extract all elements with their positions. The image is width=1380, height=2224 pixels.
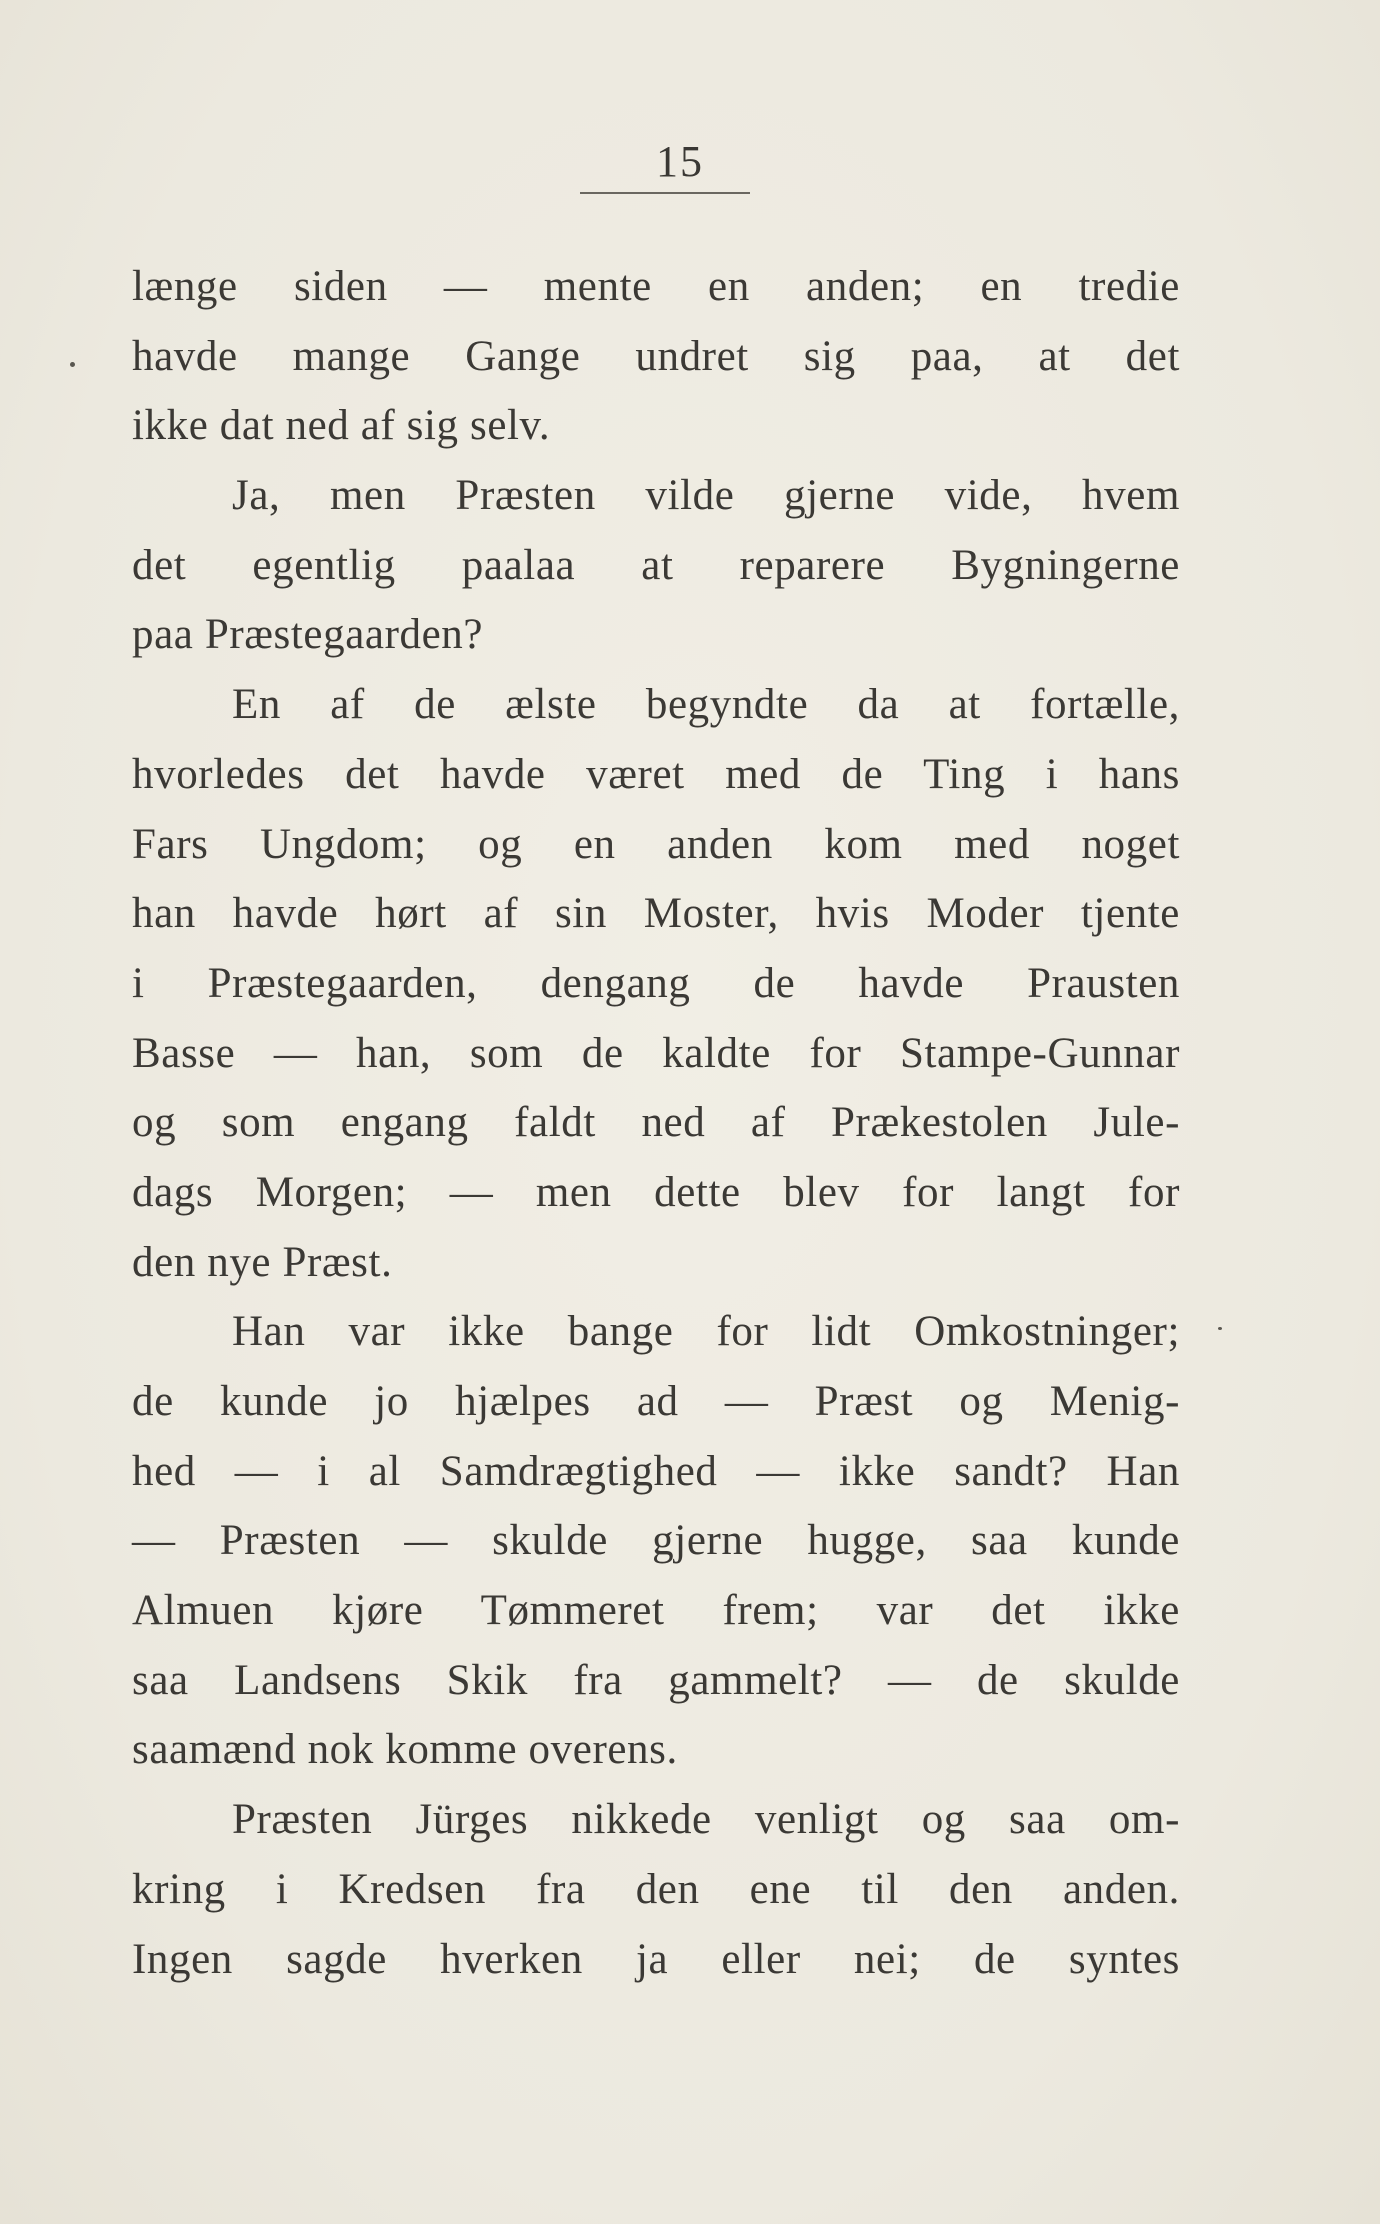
margin-speck <box>70 362 75 367</box>
text-line: dags Morgen; — men dette blev for langt for <box>132 1168 1180 1216</box>
text-line: saa Landsens Skik fra gammelt? — de skulde <box>132 1656 1180 1704</box>
text-line: Almuen kjøre Tømmeret frem; var det ikke <box>132 1587 1180 1635</box>
text-line: kring i Kredsen fra den ene til den anden. <box>132 1865 1180 1913</box>
text-line: Ja, men Præsten vilde gjerne vide, hvem <box>232 472 1180 520</box>
text-line: i Præstegaarden, dengang de havde Prausten <box>132 959 1180 1007</box>
text-line: Præsten Jürges nikkede venligt og saa om- <box>232 1796 1180 1844</box>
text-line: paa Præstegaarden? <box>132 611 484 659</box>
text-line: han havde hørt af sin Moster, hvis Moder tjente <box>132 890 1180 938</box>
text-line: ikke dat ned af sig selv. <box>132 402 551 450</box>
header-rule <box>580 192 750 194</box>
text-line: længe siden — mente en anden; en tredie <box>132 263 1180 310</box>
text-line: — Præsten — skulde gjerne hugge, saa kunde <box>132 1517 1180 1565</box>
text-line: og som engang faldt ned af Prækestolen Jule- <box>132 1099 1180 1147</box>
margin-speck <box>1218 1327 1222 1330</box>
text-line: Basse — han, som de kaldte for Stampe-Gunnar <box>132 1029 1180 1077</box>
text-line: En af de ælste begyndte da at fortælle, <box>232 681 1180 729</box>
text-line: Han var ikke bange for lidt Omkostninger; <box>232 1308 1180 1356</box>
text-line: hed — i al Samdrægtighed — ikke sandt? Han <box>132 1447 1180 1495</box>
text-line: havde mange Gange undret sig paa, at det <box>132 332 1180 380</box>
text-line: Ingen sagde hverken ja eller nei; de syntes <box>132 1935 1180 1983</box>
text-line: saamænd nok komme overens. <box>132 1726 678 1774</box>
body-text <box>132 252 1180 1994</box>
text-line: de kunde jo hjælpes ad — Præst og Menig- <box>132 1378 1180 1425</box>
text-line: den nye Præst. <box>132 1238 393 1286</box>
text-line: Fars Ungdom; og en anden kom med noget <box>132 820 1180 868</box>
page-header <box>580 137 750 194</box>
text-line: det egentlig paalaa at reparere Bygningerne <box>132 541 1180 589</box>
text-line: hvorledes det havde været med de Ting i hans <box>132 750 1180 798</box>
page-number: 15 <box>656 137 704 186</box>
